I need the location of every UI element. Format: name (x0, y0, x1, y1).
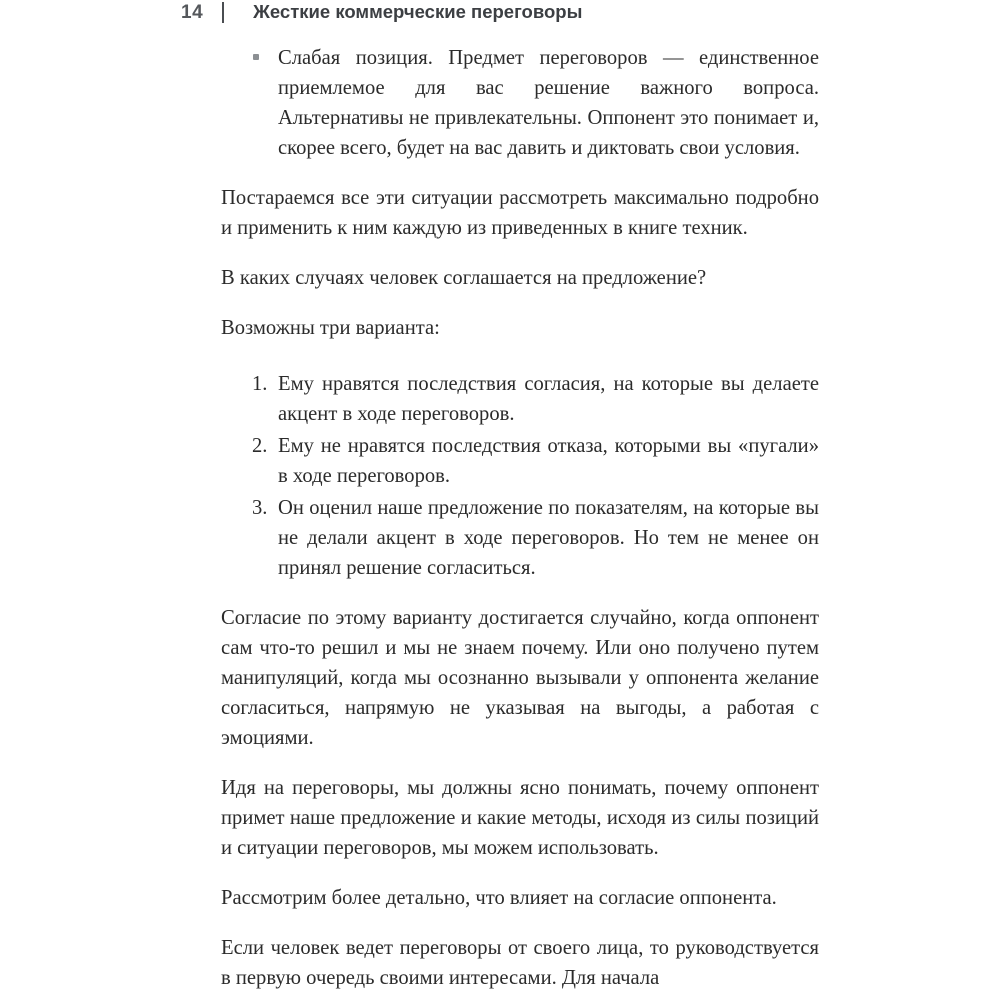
paragraph-after-bullets: Постараемся все эти ситуации рассмотреть максимально подробно и применить к ним каждую из приведенных в книге техник. (221, 187, 819, 239)
paragraph-agreement: Согласие по этому варианту достигается случайно, когда оппонент сам что-то решил и мы не знаем почему. Или оно получено путем манипуляций, когда мы осознанно вызывали у оппонента желание согласиться, напрямую не указывая на выгоды, а работая с эмоциями. (221, 607, 819, 749)
book-title: Жесткие коммерческие переговоры (253, 0, 583, 22)
paragraph-last-cut-off: Если человек ведет переговоры от своего лица, то руководствуется в первую очередь своими интересами. Для начала (221, 937, 819, 989)
list-item-text: Ему не нравятся последствия отказа, которыми вы «пугали» в ходе переговоров. (278, 435, 819, 487)
spacer (221, 583, 819, 603)
spacer (221, 163, 819, 183)
bullet-item-text: Слабая позиция. Предмет переговоров — единственное приемлемое для вас решение важного вопроса. Альтернативы не привлекательны. Оппонент это понимает и, скорее всего, будет на вас давить и диктовать свои условия. (278, 47, 819, 159)
list-item-number: 1. (252, 373, 268, 395)
list-item-number: 3. (252, 497, 268, 519)
header-separator-rule (222, 2, 224, 23)
spacer (221, 353, 819, 369)
text-column (221, 43, 819, 1003)
spacer (221, 763, 819, 773)
list-item (221, 369, 819, 429)
spacer (221, 923, 819, 933)
page-number: 14 (181, 1, 204, 23)
numbered-list (221, 369, 819, 583)
running-head (181, 0, 582, 24)
spacer (221, 253, 819, 263)
list-item-text: Он оценил наше предложение по показателям, на которые вы не делали акцент в ходе переговоров. Но тем не менее он принял решение согласиться. (278, 497, 819, 579)
square-bullet-icon (253, 54, 259, 60)
paragraph-question: В каких случаях человек соглашается на предложение? (221, 267, 707, 289)
spacer (221, 873, 819, 883)
list-item (221, 431, 819, 491)
list-item (221, 493, 819, 583)
list-item (221, 43, 819, 163)
paragraph-lead-in: Возможны три варианта: (221, 317, 440, 339)
spacer (221, 303, 819, 313)
paragraph-methods: Идя на переговоры, мы должны ясно понимать, почему оппонент примет наше предложение и какие методы, исходя из силы позиций и ситуации переговоров, мы можем использовать. (221, 777, 819, 859)
list-item-number: 2. (252, 435, 268, 457)
list-item-text: Ему нравятся последствия согласия, на которые вы делаете акцент в ходе переговоров. (278, 373, 819, 425)
paragraph-detail: Рассмотрим более детально, что влияет на согласие оппонента. (221, 887, 777, 909)
bulleted-list (221, 43, 819, 163)
